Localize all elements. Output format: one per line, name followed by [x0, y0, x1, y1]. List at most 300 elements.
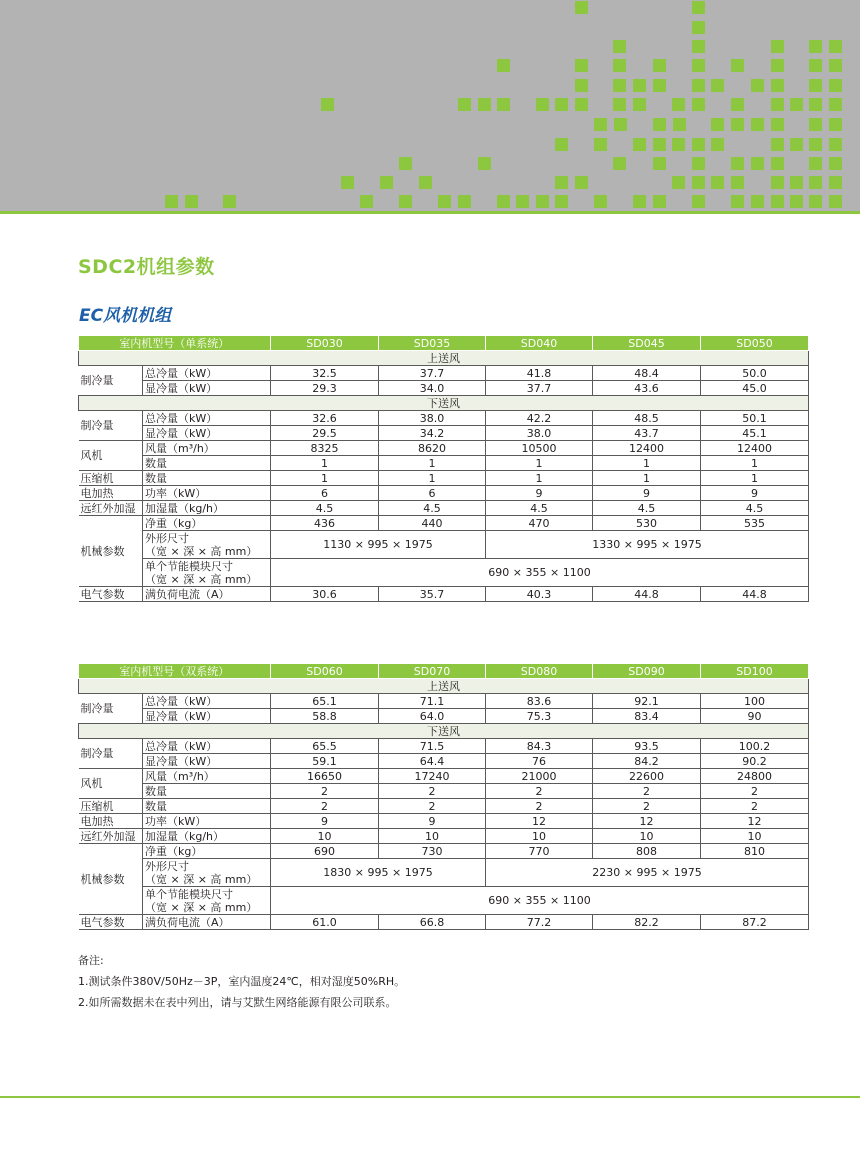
value-cell: 2	[486, 784, 593, 799]
value-cell: 71.5	[379, 739, 486, 754]
value-cell: 93.5	[593, 739, 701, 754]
decorative-square	[575, 79, 588, 92]
decorative-square	[829, 176, 842, 189]
value-cell: 535	[701, 516, 809, 531]
decorative-square	[360, 195, 373, 208]
value-cell: 90.2	[701, 754, 809, 769]
group-label: 机械参数	[79, 844, 143, 915]
dimension-value: 2230 × 995 × 1975	[486, 859, 809, 887]
decorative-square	[575, 1, 588, 14]
decorative-square	[692, 176, 705, 189]
param-label: 总冷量（kW）	[143, 411, 271, 426]
value-cell: 41.8	[486, 366, 593, 381]
value-cell: 1	[486, 471, 593, 486]
decorative-square	[575, 59, 588, 72]
decorative-square	[653, 59, 666, 72]
value-cell: 59.1	[271, 754, 379, 769]
decorative-square	[731, 157, 744, 170]
table-row	[79, 769, 809, 784]
model-header: SD050	[701, 336, 809, 351]
dimension-value: 1830 × 995 × 1975	[271, 859, 486, 887]
table-row	[79, 366, 809, 381]
decorative-square	[809, 195, 822, 208]
value-cell: 40.3	[486, 587, 593, 602]
value-cell: 1	[593, 471, 701, 486]
param-label: 数量	[143, 471, 271, 486]
value-cell: 12	[701, 814, 809, 829]
value-cell: 530	[593, 516, 701, 531]
decorative-square	[633, 98, 646, 111]
decorative-square	[458, 98, 471, 111]
decorative-square	[829, 59, 842, 72]
decorative-square	[751, 195, 764, 208]
value-cell: 4.5	[701, 501, 809, 516]
param-label-line: 单个节能模块尺寸	[145, 887, 233, 901]
group-label: 电气参数	[79, 587, 143, 602]
decorative-square	[711, 176, 724, 189]
decorative-square	[497, 195, 510, 208]
section-band: 上送风	[79, 351, 809, 366]
value-cell: 1	[486, 456, 593, 471]
decorative-square	[555, 138, 568, 151]
decorative-square	[829, 157, 842, 170]
model-header: SD080	[486, 664, 593, 679]
decorative-square	[223, 195, 236, 208]
table-row	[79, 784, 809, 799]
decorative-square	[751, 157, 764, 170]
group-label: 风机	[79, 441, 143, 471]
param-label: 加湿量（kg/h）	[143, 829, 271, 844]
value-cell: 30.6	[271, 587, 379, 602]
group-label: 电加热	[79, 814, 143, 829]
value-cell: 71.1	[379, 694, 486, 709]
value-cell: 83.4	[593, 709, 701, 724]
table-row	[79, 739, 809, 754]
value-cell: 77.2	[486, 915, 593, 930]
value-cell: 808	[593, 844, 701, 859]
param-label-line: （宽 × 深 × 高 mm）	[145, 572, 258, 586]
group-label: 电气参数	[79, 915, 143, 930]
value-cell: 37.7	[486, 381, 593, 396]
value-cell: 470	[486, 516, 593, 531]
value-cell: 10	[271, 829, 379, 844]
table-row	[79, 799, 809, 814]
table-row	[79, 679, 809, 694]
param-label: 满负荷电流（A）	[143, 915, 271, 930]
group-label: 制冷量	[79, 366, 143, 396]
decorative-square	[829, 118, 842, 131]
value-cell: 84.3	[486, 739, 593, 754]
value-cell: 10	[486, 829, 593, 844]
group-label: 制冷量	[79, 411, 143, 441]
decorative-square	[771, 40, 784, 53]
param-label: 显冷量（kW）	[143, 709, 271, 724]
decorative-square	[809, 118, 822, 131]
spec-table-dual-system	[78, 663, 809, 930]
decorative-square	[809, 98, 822, 111]
group-label: 制冷量	[79, 739, 143, 769]
param-label-line: 外形尺寸	[145, 531, 189, 545]
value-cell: 90	[701, 709, 809, 724]
value-cell: 38.0	[379, 411, 486, 426]
decorative-square	[185, 195, 198, 208]
value-cell: 100	[701, 694, 809, 709]
value-cell: 65.1	[271, 694, 379, 709]
decorative-square	[633, 138, 646, 151]
model-header: SD070	[379, 664, 486, 679]
decorative-square	[165, 195, 178, 208]
model-header: SD035	[379, 336, 486, 351]
banner-divider	[0, 211, 860, 214]
param-label: 总冷量（kW）	[143, 739, 271, 754]
table-row	[79, 915, 809, 930]
param-label: 净重（kg）	[143, 844, 271, 859]
value-cell: 38.0	[486, 426, 593, 441]
decorative-square	[809, 138, 822, 151]
param-label: 总冷量（kW）	[143, 366, 271, 381]
value-cell: 440	[379, 516, 486, 531]
group-label: 远红外加湿	[79, 501, 143, 516]
value-cell: 12400	[701, 441, 809, 456]
decorative-square	[731, 59, 744, 72]
value-cell: 2	[379, 784, 486, 799]
value-cell: 61.0	[271, 915, 379, 930]
param-label: 风量（m³/h）	[143, 441, 271, 456]
decorative-square	[536, 195, 549, 208]
value-cell: 1	[271, 456, 379, 471]
value-cell: 1	[701, 471, 809, 486]
group-label: 压缩机	[79, 471, 143, 486]
value-cell: 690	[271, 844, 379, 859]
value-cell: 2	[486, 799, 593, 814]
value-cell: 21000	[486, 769, 593, 784]
param-label: 风量（m³/h）	[143, 769, 271, 784]
model-header: SD090	[593, 664, 701, 679]
decorative-square	[731, 98, 744, 111]
decorative-square	[653, 195, 666, 208]
value-cell: 4.5	[486, 501, 593, 516]
value-cell: 29.3	[271, 381, 379, 396]
table-row	[79, 411, 809, 426]
param-label: 显冷量（kW）	[143, 754, 271, 769]
value-cell: 9	[379, 814, 486, 829]
group-label: 远红外加湿	[79, 829, 143, 844]
param-label	[143, 859, 271, 887]
note-line-1: 1.测试条件380V/50Hz－3P，室内温度24℃，相对湿度50%RH。	[78, 975, 406, 988]
decorative-square	[673, 118, 686, 131]
param-label-line: （宽 × 深 × 高 mm）	[145, 900, 258, 914]
decorative-square	[438, 195, 451, 208]
value-cell: 10	[593, 829, 701, 844]
decorative-square	[829, 40, 842, 53]
notes-title: 备注:	[78, 954, 104, 967]
decorative-square	[790, 98, 803, 111]
decorative-square	[672, 138, 685, 151]
decorative-square	[751, 79, 764, 92]
value-cell: 1	[379, 456, 486, 471]
value-cell: 10	[379, 829, 486, 844]
value-cell: 2	[701, 784, 809, 799]
group-label: 机械参数	[79, 516, 143, 587]
decorative-square	[321, 98, 334, 111]
decorative-square	[613, 59, 626, 72]
decorative-square	[613, 79, 626, 92]
table-row	[79, 531, 809, 559]
decorative-square	[536, 98, 549, 111]
decorative-square	[478, 157, 491, 170]
value-cell: 436	[271, 516, 379, 531]
decorative-square	[613, 98, 626, 111]
decorative-square	[711, 118, 724, 131]
decorative-square	[555, 98, 568, 111]
subtitle: EC风机机组	[79, 306, 172, 326]
decorative-square	[555, 176, 568, 189]
value-cell: 44.8	[593, 587, 701, 602]
value-cell: 8325	[271, 441, 379, 456]
value-cell: 730	[379, 844, 486, 859]
value-cell: 12	[593, 814, 701, 829]
decorative-square	[575, 176, 588, 189]
decorative-square	[771, 157, 784, 170]
param-label: 加湿量（kg/h）	[143, 501, 271, 516]
value-cell: 4.5	[379, 501, 486, 516]
value-cell: 76	[486, 754, 593, 769]
decorative-square	[692, 98, 705, 111]
value-cell: 2	[271, 799, 379, 814]
value-cell: 2	[701, 799, 809, 814]
decorative-square	[380, 176, 393, 189]
decorative-square	[672, 176, 685, 189]
model-header: SD045	[593, 336, 701, 351]
decorative-square	[692, 138, 705, 151]
value-cell: 1	[701, 456, 809, 471]
decorative-square	[614, 118, 627, 131]
decorative-square	[711, 138, 724, 151]
value-cell: 64.4	[379, 754, 486, 769]
value-cell: 43.7	[593, 426, 701, 441]
decorative-square	[829, 98, 842, 111]
table-row	[79, 456, 809, 471]
dimension-value: 1330 × 995 × 1975	[486, 531, 809, 559]
param-label: 总冷量（kW）	[143, 694, 271, 709]
decorative-square	[555, 195, 568, 208]
model-header: SD030	[271, 336, 379, 351]
footer-divider	[0, 1096, 860, 1098]
table-row	[79, 694, 809, 709]
value-cell: 10500	[486, 441, 593, 456]
value-cell: 9	[701, 486, 809, 501]
notes	[78, 950, 405, 1013]
decorative-square	[653, 157, 666, 170]
note-line-2: 2.如所需数据未在表中列出，请与艾默生网络能源有限公司联系。	[78, 996, 397, 1009]
table-row	[79, 381, 809, 396]
value-cell: 29.5	[271, 426, 379, 441]
decorative-square	[594, 195, 607, 208]
value-cell: 17240	[379, 769, 486, 784]
value-cell: 1	[593, 456, 701, 471]
value-cell: 92.1	[593, 694, 701, 709]
decorative-square	[692, 59, 705, 72]
table-row	[79, 859, 809, 887]
value-cell: 10	[701, 829, 809, 844]
decorative-square	[829, 195, 842, 208]
value-cell: 770	[486, 844, 593, 859]
value-cell: 42.2	[486, 411, 593, 426]
value-cell: 12	[486, 814, 593, 829]
value-cell: 48.4	[593, 366, 701, 381]
param-label	[143, 887, 271, 915]
model-header: SD060	[271, 664, 379, 679]
param-label: 净重（kg）	[143, 516, 271, 531]
value-cell: 2	[271, 784, 379, 799]
decorative-square	[341, 176, 354, 189]
decorative-square	[731, 176, 744, 189]
value-cell: 9	[486, 486, 593, 501]
decorative-square	[809, 176, 822, 189]
decorative-square	[633, 195, 646, 208]
param-label-line: 单个节能模块尺寸	[145, 559, 233, 573]
param-label-line: （宽 × 深 × 高 mm）	[145, 872, 258, 886]
value-cell: 24800	[701, 769, 809, 784]
decorative-square	[497, 59, 510, 72]
decorative-square	[516, 195, 529, 208]
value-cell: 87.2	[701, 915, 809, 930]
decorative-square	[399, 195, 412, 208]
value-cell: 8620	[379, 441, 486, 456]
param-label	[143, 559, 271, 587]
table-row	[79, 829, 809, 844]
table-header-row	[79, 336, 809, 351]
value-cell: 6	[271, 486, 379, 501]
value-cell: 1	[379, 471, 486, 486]
decorative-square	[692, 1, 705, 14]
table-row	[79, 351, 809, 366]
decorative-square	[771, 195, 784, 208]
value-cell: 1	[271, 471, 379, 486]
decorative-square	[751, 118, 764, 131]
value-cell: 810	[701, 844, 809, 859]
model-header: SD100	[701, 664, 809, 679]
group-label: 制冷量	[79, 694, 143, 724]
value-cell: 4.5	[271, 501, 379, 516]
value-cell: 44.8	[701, 587, 809, 602]
value-cell: 6	[379, 486, 486, 501]
value-cell: 64.0	[379, 709, 486, 724]
decorative-square	[790, 195, 803, 208]
value-cell: 32.6	[271, 411, 379, 426]
value-cell: 16650	[271, 769, 379, 784]
table-row	[79, 887, 809, 915]
table-row	[79, 441, 809, 456]
value-cell: 65.5	[271, 739, 379, 754]
decorative-square	[594, 138, 607, 151]
param-label: 数量	[143, 456, 271, 471]
value-cell: 66.8	[379, 915, 486, 930]
value-cell: 45.1	[701, 426, 809, 441]
decorative-square	[692, 21, 705, 34]
table-row	[79, 709, 809, 724]
decorative-square	[692, 195, 705, 208]
value-cell: 9	[593, 486, 701, 501]
param-label: 功率（kW）	[143, 814, 271, 829]
param-label-line: 外形尺寸	[145, 859, 189, 873]
value-cell: 35.7	[379, 587, 486, 602]
param-label-line: （宽 × 深 × 高 mm）	[145, 544, 258, 558]
value-cell: 34.2	[379, 426, 486, 441]
decorative-square	[692, 79, 705, 92]
dimension-value: 1130 × 995 × 1975	[271, 531, 486, 559]
decorative-square	[809, 40, 822, 53]
param-label: 数量	[143, 799, 271, 814]
value-cell: 22600	[593, 769, 701, 784]
decorative-square	[809, 79, 822, 92]
table-row	[79, 471, 809, 486]
spec-table-single-system	[78, 335, 809, 602]
value-cell: 48.5	[593, 411, 701, 426]
value-cell: 2	[379, 799, 486, 814]
decorative-square	[613, 157, 626, 170]
value-cell: 37.7	[379, 366, 486, 381]
model-column-header: 室内机型号（单系统）	[79, 336, 271, 351]
value-cell: 2	[593, 784, 701, 799]
table-row	[79, 516, 809, 531]
value-cell: 2	[593, 799, 701, 814]
value-cell: 83.6	[486, 694, 593, 709]
table-header-row	[79, 664, 809, 679]
group-label: 风机	[79, 769, 143, 799]
table-row	[79, 814, 809, 829]
value-cell: 50.1	[701, 411, 809, 426]
decorative-square	[692, 40, 705, 53]
value-cell: 32.5	[271, 366, 379, 381]
value-cell: 58.8	[271, 709, 379, 724]
decorative-square	[790, 138, 803, 151]
table-row	[79, 486, 809, 501]
section-band: 下送风	[79, 396, 809, 411]
decorative-square	[653, 118, 666, 131]
decorative-square	[458, 195, 471, 208]
dimension-value: 690 × 355 × 1100	[271, 887, 809, 915]
decorative-square	[771, 138, 784, 151]
decorative-square	[399, 157, 412, 170]
value-cell: 50.0	[701, 366, 809, 381]
decorative-square	[711, 79, 724, 92]
value-cell: 4.5	[593, 501, 701, 516]
value-cell: 75.3	[486, 709, 593, 724]
decorative-square	[731, 195, 744, 208]
table-row	[79, 724, 809, 739]
decorative-square	[771, 79, 784, 92]
section-title: SDC2机组参数	[78, 256, 215, 278]
table-row	[79, 587, 809, 602]
decorative-square	[653, 79, 666, 92]
decorative-square	[731, 118, 744, 131]
decorative-square	[594, 118, 607, 131]
decorative-square	[672, 98, 685, 111]
decorative-square	[790, 176, 803, 189]
group-label: 压缩机	[79, 799, 143, 814]
value-cell: 12400	[593, 441, 701, 456]
table-row	[79, 426, 809, 441]
param-label: 数量	[143, 784, 271, 799]
table-row	[79, 559, 809, 587]
decorative-square	[497, 98, 510, 111]
section-band: 下送风	[79, 724, 809, 739]
decorative-square	[829, 138, 842, 151]
decorative-square	[829, 79, 842, 92]
table-row	[79, 844, 809, 859]
value-cell: 9	[271, 814, 379, 829]
